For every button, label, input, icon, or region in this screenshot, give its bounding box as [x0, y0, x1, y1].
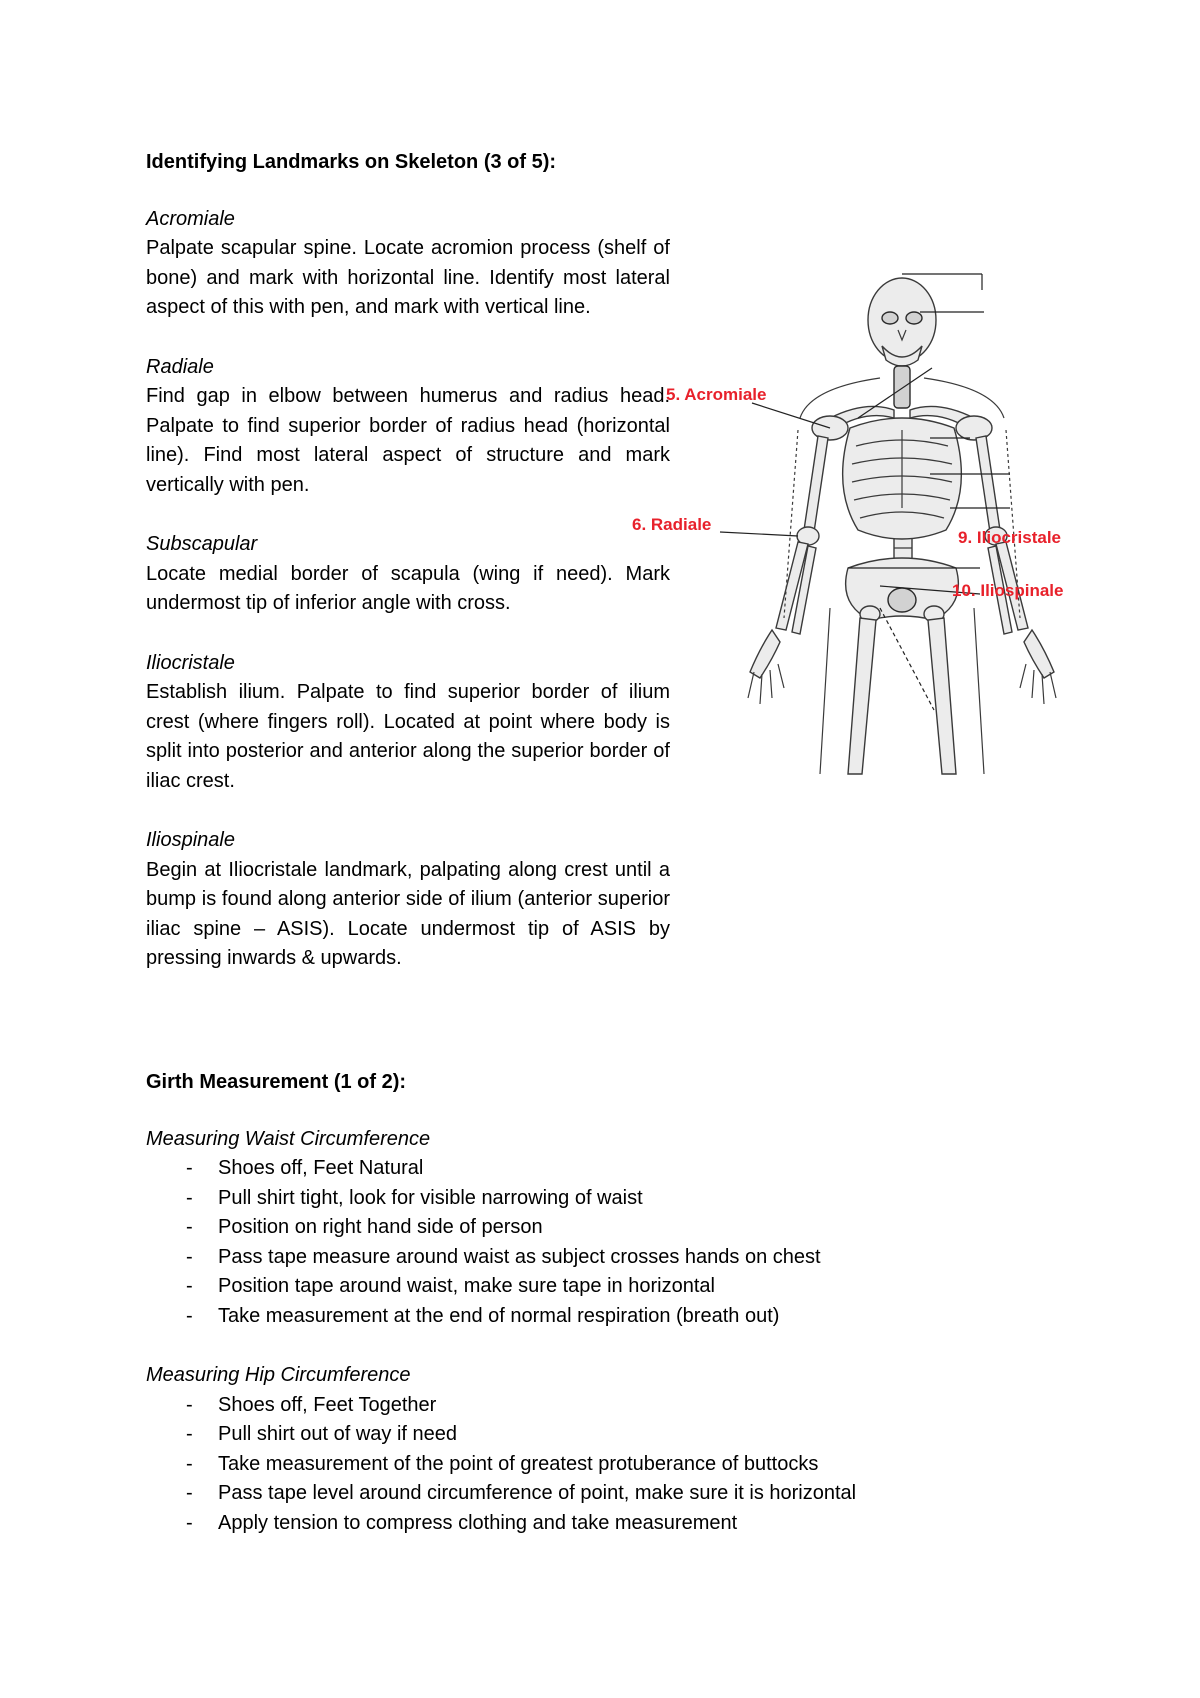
- section-text: Begin at Iliocristale landmark, palpating along crest until a bump is found along anterior side of ilium (anterior superior iliac spine – ASIS). Locate undermost tip of ASIS by pressing inwards & upwards.: [146, 858, 670, 969]
- skull-icon: [868, 274, 984, 366]
- section-text: Establish ilium. Palpate to find superior border of ilium crest (where fingers roll). Located at point where body is split into posterior and anterior along the superior border of iliac crest.: [146, 681, 670, 792]
- list-item: - Pull shirt tight, look for visible narrowing of waist: [146, 1184, 1146, 1214]
- list-item: - Shoes off, Feet Together: [146, 1391, 1146, 1421]
- list-item: - Pass tape measure around waist as subject crosses hands on chest: [146, 1243, 1146, 1273]
- section-title: Iliocristale: [146, 651, 235, 674]
- waist-list: [146, 1154, 1146, 1331]
- section-iliospinale: [146, 826, 670, 974]
- acromiale-leader: [752, 403, 830, 428]
- section-acromiale: [146, 205, 670, 323]
- list-item: - Apply tension to compress clothing and take measurement: [146, 1509, 1146, 1539]
- hip-block: [146, 1361, 1146, 1538]
- section-text: Find gap in elbow between humerus and radius head. Palpate to find superior border of radius head (horizontal line). Find most lateral aspect of structure and mark vertically with pen.: [146, 385, 670, 496]
- girth-heading: Girth Measurement (1 of 2):: [146, 1071, 407, 1093]
- section-iliocristale: [146, 649, 670, 797]
- landmarks-heading: Identifying Landmarks on Skeleton (3 of 5):: [146, 151, 557, 173]
- radiale-leader: [720, 532, 798, 536]
- skeleton-illustration: [632, 268, 1180, 778]
- list-item: - Position on right hand side of person: [146, 1213, 1146, 1243]
- girth-column: [146, 1068, 1146, 1568]
- section-title: Acromiale: [146, 207, 235, 230]
- section-title: Iliospinale: [146, 829, 235, 851]
- list-item: - Pass tape level around circumference of point, make sure it is horizontal: [146, 1479, 1146, 1509]
- iliocristale-label: 9. Iliocristale: [958, 528, 1061, 547]
- legs-icon: [820, 608, 984, 774]
- list-item: - Position tape around waist, make sure tape in horizontal: [146, 1272, 1146, 1302]
- hip-title: Measuring Hip Circumference: [146, 1364, 411, 1386]
- waist-title: Measuring Waist Circumference: [146, 1127, 431, 1150]
- acromiale-label: 5. Acromiale: [666, 385, 767, 404]
- waist-block: [146, 1125, 1146, 1332]
- list-item: - Pull shirt out of way if need: [146, 1420, 1146, 1450]
- section-text: Palpate scapular spine. Locate acromion process (shelf of bone) and mark with horizontal line. Identify most lateral aspect of this with pen, and mark with vertical line.: [146, 237, 670, 318]
- landmarks-column: [146, 148, 670, 1004]
- radiale-label: 6. Radiale: [632, 515, 712, 534]
- section-text: Locate medial border of scapula (wing if need). Mark undermost tip of inferior angle with cross.: [146, 562, 670, 614]
- list-item: - Take measurement of the point of greatest protuberance of buttocks: [146, 1450, 1146, 1480]
- section-title: Subscapular: [146, 533, 258, 555]
- list-item: - Take measurement at the end of normal respiration (breath out): [146, 1302, 1146, 1332]
- section-title: Radiale: [146, 355, 214, 378]
- hip-list: [146, 1391, 1146, 1539]
- section-radiale: [146, 353, 670, 501]
- skeleton-figure: [632, 268, 1180, 778]
- iliospinale-label: 10. Iliospinale: [952, 581, 1064, 600]
- section-subscapular: [146, 530, 670, 619]
- ribcage-icon: [843, 418, 962, 539]
- list-item: - Shoes off, Feet Natural: [146, 1154, 1146, 1184]
